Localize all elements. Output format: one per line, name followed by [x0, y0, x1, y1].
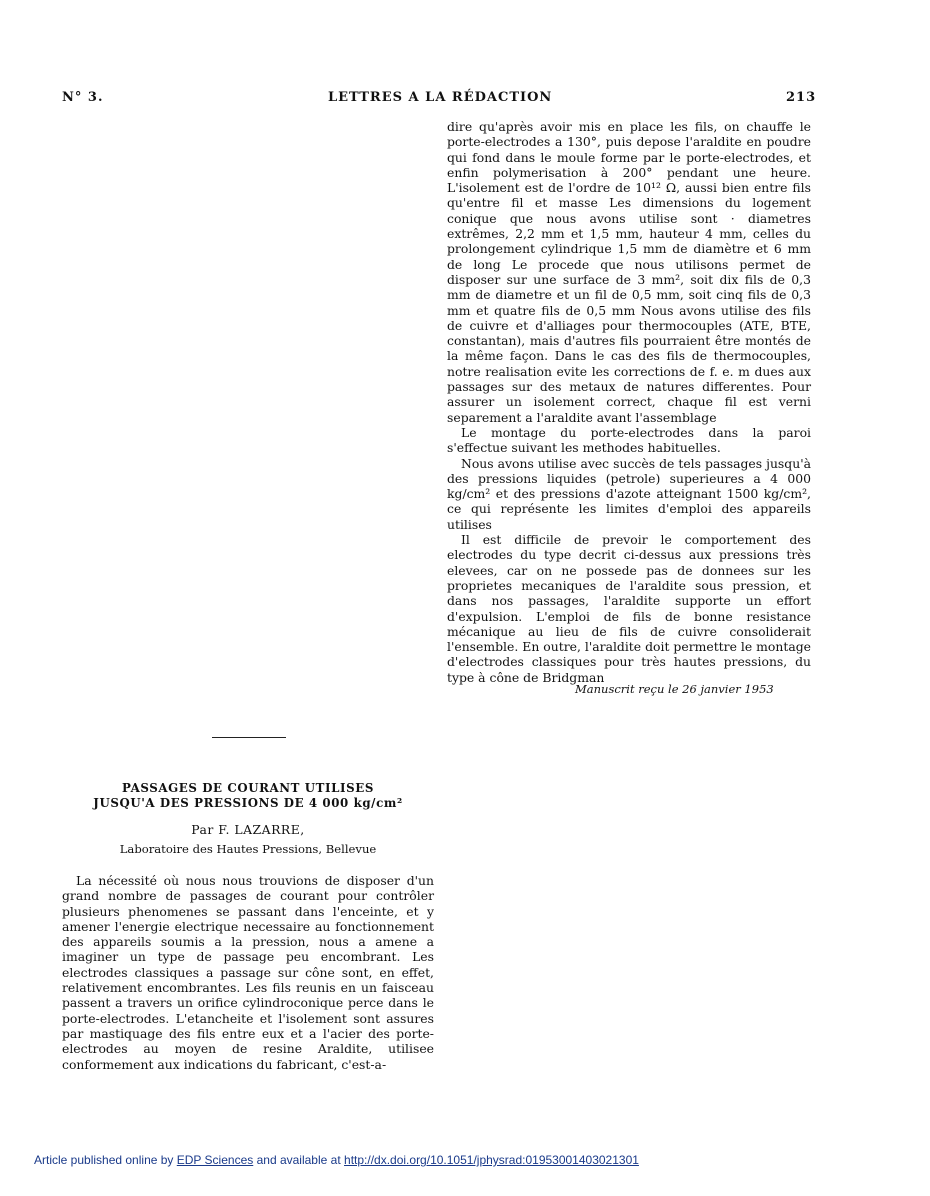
publisher-link[interactable]: EDP Sciences: [176, 1153, 254, 1167]
right-column-text: [447, 119, 811, 685]
paragraph: La nécessité où nous nous trouvions de disposer d'un grand nombre de passages de courant pour contrôler plusieurs phenomenes se passant dans l'enceinte, et y amener l'energie electrique necessaire au fonctionnement des appareils soumis a la pression, nous a amene a imaginer un type de passage peu encombrant. Les electrodes classiques a passage sur cône sont, en effet, relativement encombrantes. Les fils reunis en un faisceau passent a travers un orifice cylindroconique perce dans le porte-electrodes. L'etancheite et l'isolement sont assures par mastiquage des fils entre eux et a l'acier des porte-electrodes au moyen de resine Araldite, utilisee conformement aux indications du fabricant, c'est-a-: [62, 873, 434, 1072]
footer-middle: and available at: [256, 1153, 341, 1167]
paragraph: Le montage du porte-electrodes dans la paroi s'effectue suivant les methodes habituelles.: [447, 424, 811, 456]
doi-link[interactable]: http://dx.doi.org/10.1051/jphysrad:01953001403021301: [344, 1153, 639, 1167]
publication-footer: [34, 1153, 639, 1167]
article-title: [62, 781, 434, 811]
paragraph: dire qu'après avoir mis en place les fils, on chauffe le porte-electrodes a 130°, puis depose l'araldite en poudre qui fond dans le moule forme par le porte-electrodes, et enfin polymerisation à 200° pendant une heure. L'isolement est de l'ordre de 10¹² Ω, aussi bien entre fils qu'entre fil et masse Les dimensions du logement conique que nous avons utilise sont · diametres extrêmes, 2,2 mm et 1,5 mm, hauteur 4 mm, celles du prolongement cylindrique 1,5 mm de diamètre et 6 mm de long Le procede que nous utilisons permet de disposer sur une surface de 3 mm², soit dix fils de 0,3 mm de diametre et un fil de 0,5 mm, soit cinq fils de 0,3 mm et quatre fils de 0,5 mm Nous avons utilise des fils de cuivre et d'alliages pour thermocouples (ATE, BTE, constantan), mais d'autres fils pourraient être montés de la même façon. Dans le cas des fils de thermocouples, notre realisation evite les corrections de f. e. m dues aux passages sur des metaux de natures differentes. Pour assurer un isolement correct, chaque fil est verni separement a l'araldite avant l'assemblage: [447, 119, 811, 425]
header-section-title: LETTRES A LA RÉDACTION: [328, 90, 553, 105]
article-author: Par F. LAZARRE,: [191, 822, 305, 837]
article-title-line-1: PASSAGES DE COURANT UTILISES: [122, 781, 374, 795]
header-issue-number: N° 3.: [62, 90, 104, 105]
manuscript-received-date: Manuscrit reçu le 26 janvier 1953: [575, 682, 774, 696]
paragraph: Il est difficile de prevoir le comportement des electrodes du type decrit ci-dessus aux pressions très elevees, car on ne possede pas de donnees sur les proprietes mecaniques de l'araldite sous pression, et dans nos passages, l'araldite supporte un effort d'expulsion. L'emploi de fils de bonne resistance mécanique au lieu de fils de cuivre consoliderait l'ensemble. En outre, l'araldite doit permettre le montage d'electrodes classiques pour très hautes pressions, du type à cône de Bridgman: [447, 532, 811, 685]
left-column-text: [62, 873, 434, 1072]
paragraph: Nous avons utilise avec succès de tels passages jusqu'à des pressions liquides (petrole) superieures a 4 000 kg/cm² et des pressions d'azote atteignant 1500 kg/cm², ce qui représente les limites d'emploi des appareils utilises: [447, 455, 811, 532]
article-separator-rule: [212, 737, 286, 738]
footer-prefix: Article published online by: [34, 1153, 174, 1167]
article-affiliation: Laboratoire des Hautes Pressions, Bellevue: [119, 842, 377, 856]
header-page-number: 213: [786, 90, 817, 105]
article-title-line-2: JUSQU'A DES PRESSIONS DE 4 000 kg/cm²: [93, 796, 403, 810]
